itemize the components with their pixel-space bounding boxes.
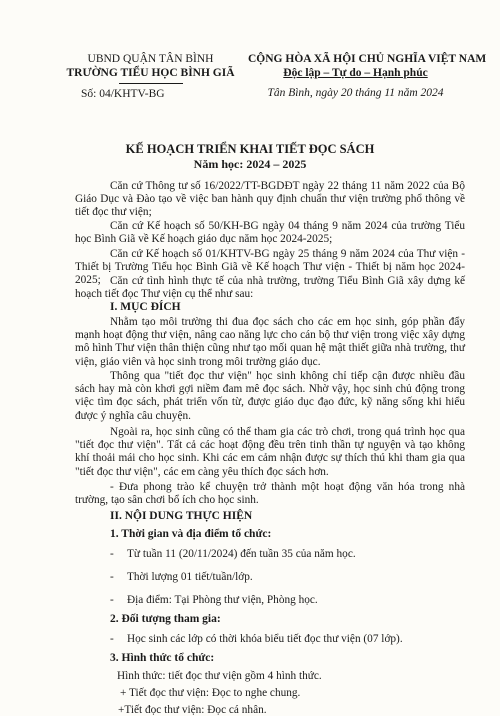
basis-paragraph: Căn cứ Kế hoạch số 01/KHTV-BG ngày 25 tháng 9 năm 2024 của Thư viện - Thiết bị Trường Tiểu học Bình Giã về Kế hoạch Thư viện - Thiết bị năm học 2024-2025; (75, 248, 465, 287)
bullet-text: Học sinh các lớp có thời khóa biểu tiết đọc thư viện (07 lớp). (127, 633, 403, 645)
basis-paragraph: Căn cứ Kế hoạch số 50/KH-BG ngày 04 tháng 9 năm 2024 của trường Tiểu học Bình Giã về Kế hoạch giáo dục năm học 2024-2025; (75, 220, 465, 246)
basis-paragraph: Căn cứ Thông tư số 16/2022/TT-BGDĐT ngày 22 tháng 11 năm 2022 của Bộ Giáo Dục và Đào tạo về việc ban hành quy định chuẩn thư viện trường phổ thông về tiết đọc thư viện; (75, 180, 465, 219)
bullet-dash: - (110, 594, 114, 606)
bullet-dash: - (110, 548, 114, 560)
bullet-text: Địa điểm: Tại Phòng thư viện, Phòng học. (127, 594, 318, 606)
bullet-dash: - (110, 571, 114, 583)
section-heading: II. NỘI DUNG THỰC HIỆN (110, 510, 253, 522)
school-year: Năm học: 2024 – 2025 (193, 157, 307, 171)
format-line: +Tiết đọc thư viện: Đọc cá nhân. (118, 704, 267, 716)
format-line: Hình thức: tiết đọc thư viện gồm 4 hình thức. (117, 670, 322, 682)
purpose-paragraph: Ngoài ra, học sinh cũng có thể tham gia các trò chơi, trong quá trình học qua "tiết đọc thư viện". Tất cả các hoạt động đều trên tinh thần tự nguyện và tạo không khí thoải mái cho học sinh. Khi các em cảm nhận được sự thích thú khi tham gia qua "tiết đọc thư viện", các em càng yêu thích đọc sách hơn. (75, 426, 465, 478)
format-line: + Tiết đọc thư viện: Đọc to nghe chung. (120, 687, 301, 699)
subsection-title: 1. Thời gian và địa điểm tổ chức: (110, 528, 272, 540)
issuer-block (63, 52, 238, 101)
national-block (248, 52, 487, 100)
bullet-dash: - (110, 633, 114, 645)
purpose-paragraph: Thông qua "tiết đọc thư viện" học sinh không chỉ tiếp cận được nhiều đầu sách hay mà còn khơi gợi niềm đam mê đọc sách. Nhờ vậy, học sinh chủ động trong việc tìm đọc sách, phát triển vốn từ, được giáo dục đạo đức, kỹ năng sống khi hiểu được ý nghĩa câu chuyện. (75, 370, 465, 422)
purpose-paragraph: - Đưa phong trào kể chuyện trở thành một hoạt động văn hóa trong nhà trường, tạo sân chơi bổ ích cho học sinh. (75, 481, 465, 507)
subsection-title: 2. Đối tượng tham gia: (110, 613, 221, 625)
document-title: KẾ HOẠCH TRIỂN KHAI TIẾT ĐỌC SÁCH (125, 142, 375, 156)
subsection-title: 3. Hình thức tổ chức: (110, 652, 215, 664)
org-district: UBND QUẬN TÂN BÌNH (87, 53, 214, 65)
purpose-paragraph: Nhằm tạo môi trường thi đua đọc sách cho các em học sinh, góp phần đẩy mạnh hoạt động thư viện, nâng cao năng lực cho cán bộ thư viện trong việc xây dựng mô hình Thư viện thân thiện cũng như tạo mối quan hệ mật thiết giữa nhà trường, thư viện, giáo viên và học sinh trong môi trường giáo dục. (75, 316, 465, 368)
org-school: TRƯỜNG TIỂU HỌC BÌNH GIÃ (66, 67, 235, 79)
document-number: Số: 04/KHTV-BG (81, 88, 165, 100)
org-underline (119, 83, 183, 84)
bullet-text: Từ tuần 11 (20/11/2024) đến tuần 35 của năm học. (127, 548, 356, 560)
section-heading: I. MỤC ĐÍCH (110, 301, 181, 313)
nation-name: CỘNG HÒA XÃ HỘI CHỦ NGHĨA VIỆT NAM (248, 53, 487, 65)
national-motto: Độc lập – Tự do – Hạnh phúc (283, 67, 428, 79)
place-date: Tân Bình, ngày 20 tháng 11 năm 2024 (267, 87, 444, 99)
bullet-text: Thời lượng 01 tiết/tuần/lớp. (127, 571, 253, 583)
basis-paragraph: Căn cứ tình hình thực tế của nhà trường, trường Tiểu Bình Giã xây dựng kế hoạch tiết đọc Thư viện cụ thể như sau: (75, 275, 465, 301)
